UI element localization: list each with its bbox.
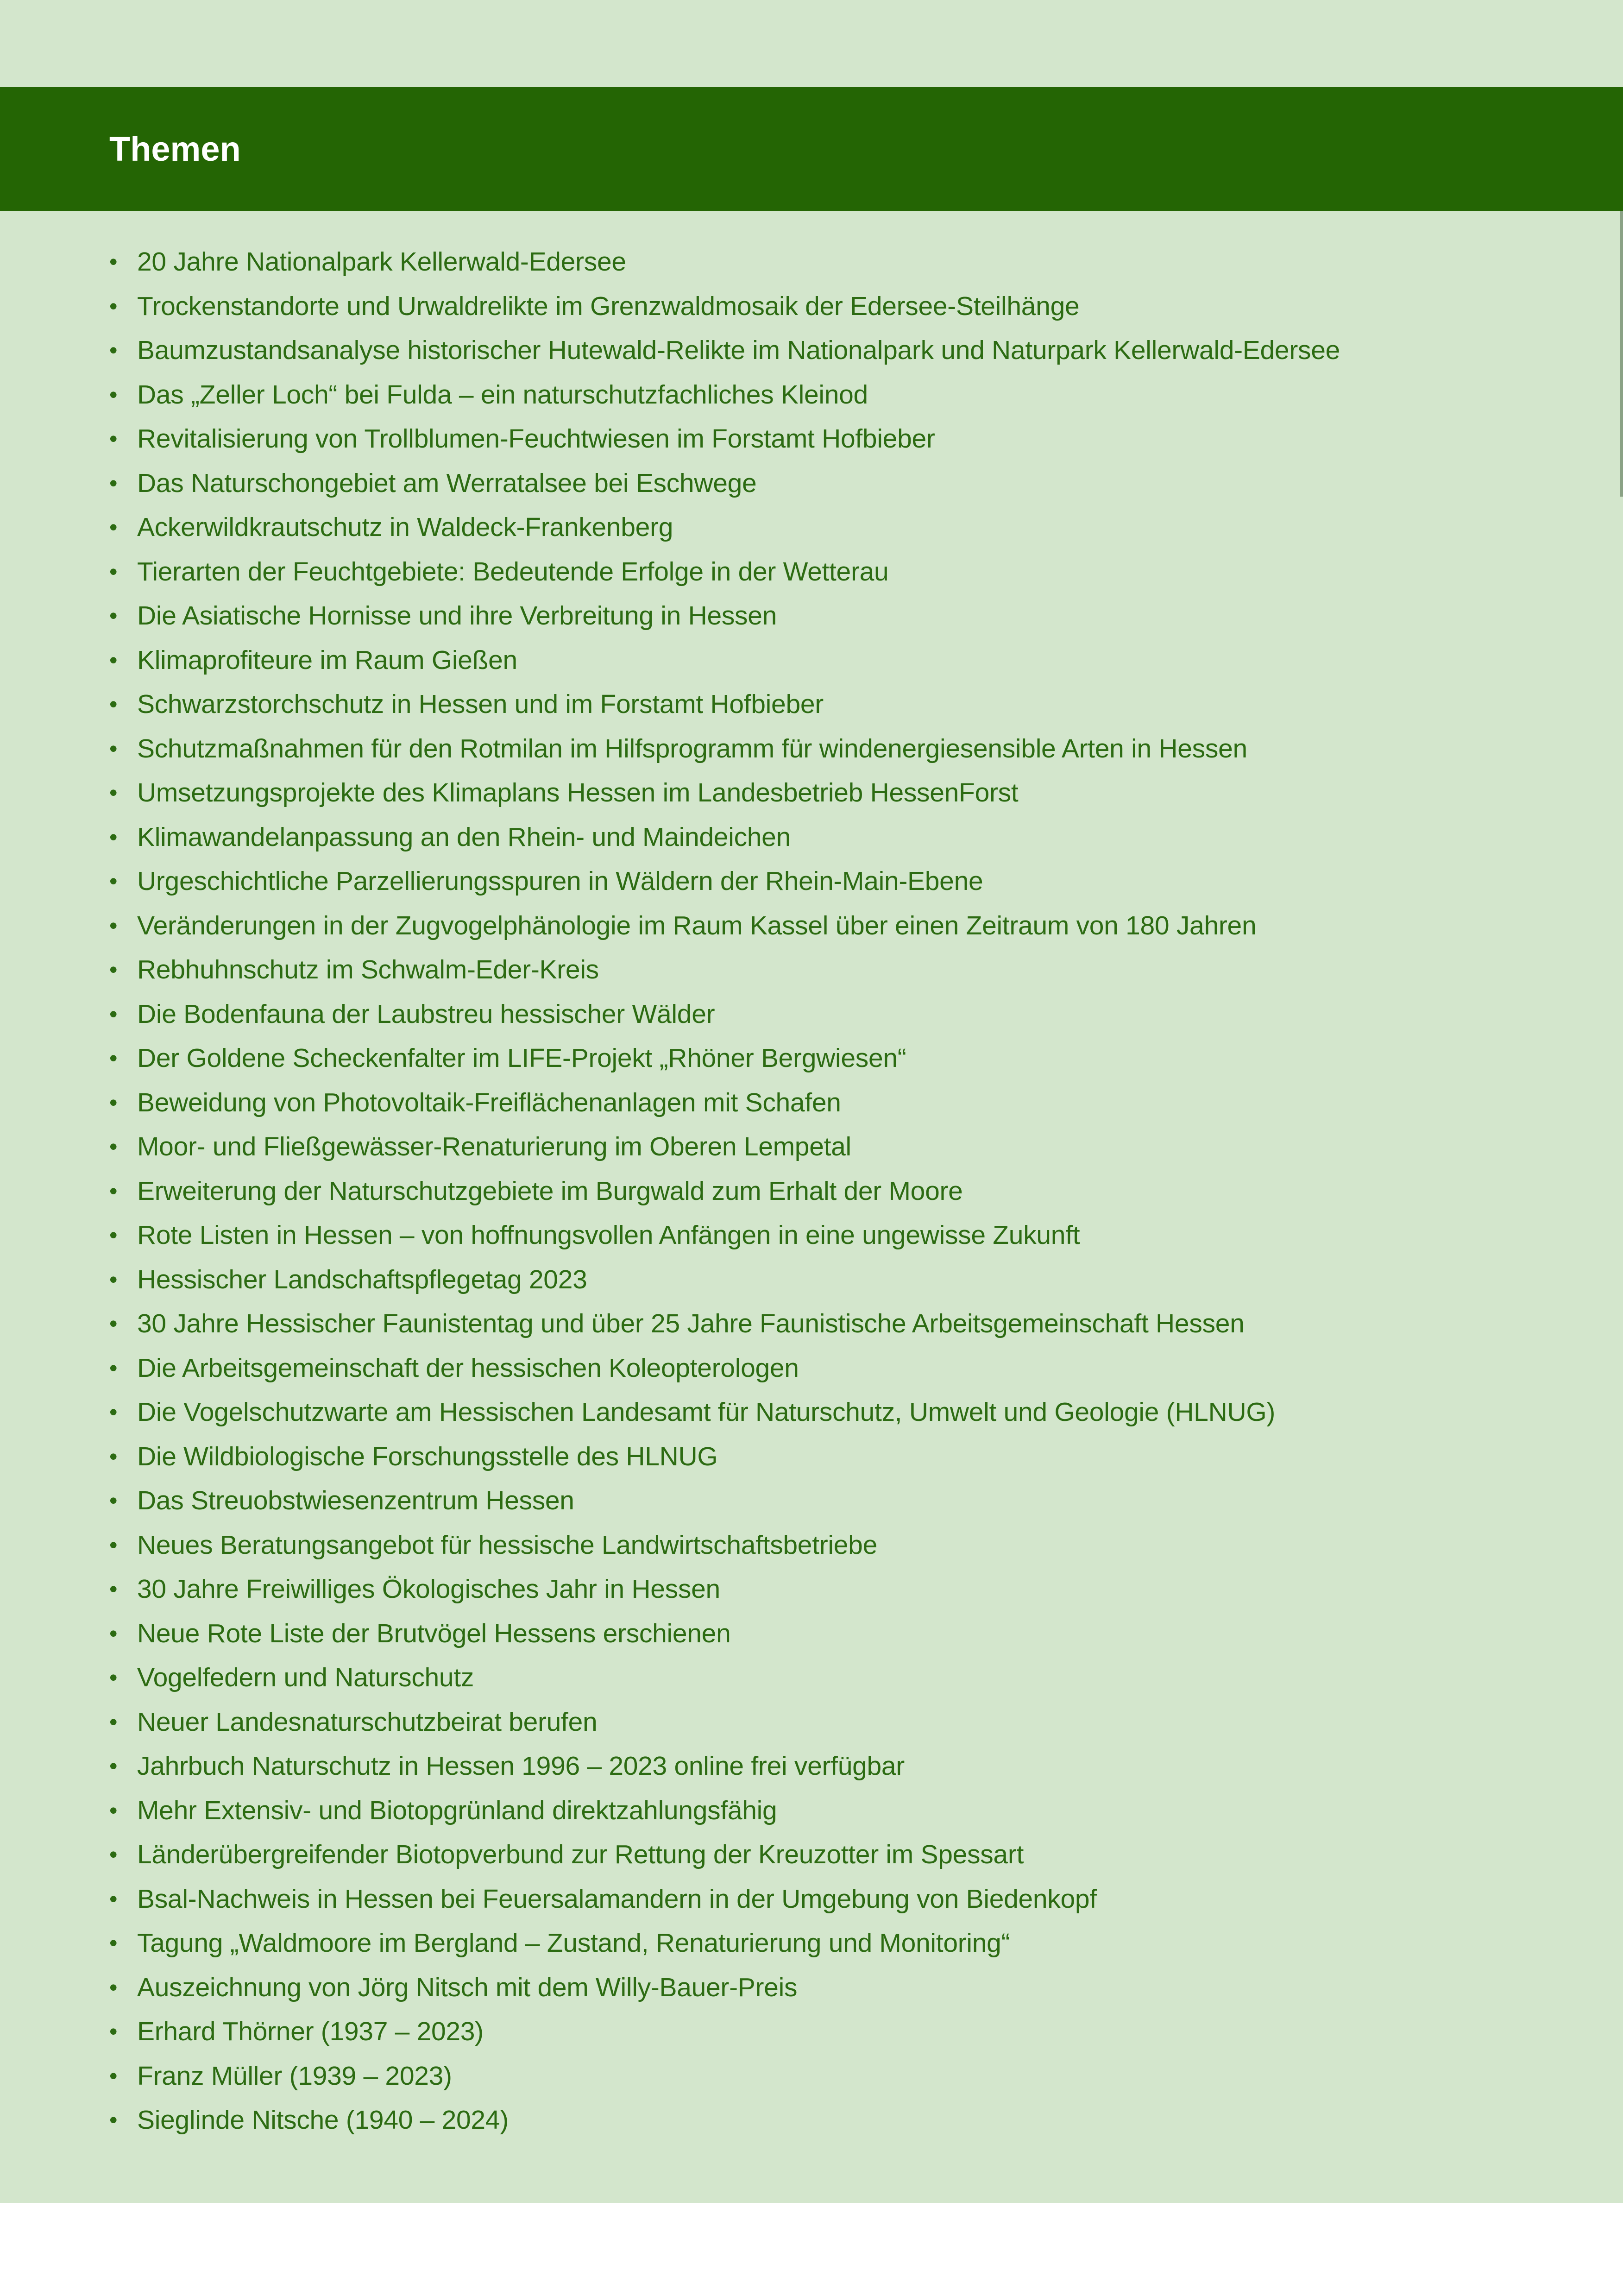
list-item-label: Veränderungen in der Zugvogelphänologie im Raum Kassel über einen Zeitraum von 180 Jahren [137, 910, 1257, 940]
list-item-label: Ackerwildkrautschutz in Waldeck-Frankenberg [137, 512, 673, 542]
bullet-icon: • [109, 426, 118, 452]
bullet-icon: • [109, 1709, 118, 1735]
bullet-icon: • [109, 337, 118, 363]
list-item-label: Jahrbuch Naturschutz in Hessen 1996 – 2023 online frei verfügbar [137, 1751, 905, 1781]
bullet-icon: • [109, 2063, 118, 2089]
bullet-icon: • [109, 1134, 118, 1160]
list-item-label: Mehr Extensiv- und Biotopgrünland direktzahlungsfähig [137, 1795, 777, 1825]
list-item-label: Baumzustandsanalyse historischer Hutewald-Relikte im Nationalpark und Naturpark Kellerwald-Edersee [137, 335, 1340, 365]
bullet-icon: • [109, 1311, 118, 1337]
list-item-label: Neue Rote Liste der Brutvögel Hessens erschienen [137, 1618, 731, 1648]
bullet-icon: • [109, 1797, 118, 1823]
list-item [0, 1789, 1623, 1833]
list-item [0, 505, 1623, 550]
list-item-label: Die Asiatische Hornisse und ihre Verbreitung in Hessen [137, 601, 777, 631]
list-item-label: Umsetzungsprojekte des Klimaplans Hessen im Landesbetrieb HessenForst [137, 778, 1019, 807]
list-item-label: Rebhuhnschutz im Schwalm-Eder-Kreis [137, 955, 599, 984]
list-item [0, 904, 1623, 948]
bullet-icon: • [109, 1488, 118, 1514]
list-item [0, 1258, 1623, 1302]
list-item [0, 1656, 1623, 1700]
list-item-label: Das Streuobstwiesenzentrum Hessen [137, 1486, 574, 1515]
list-item-label: Tierarten der Feuchtgebiete: Bedeutende Erfolge in der Wetterau [137, 556, 889, 587]
bullet-icon: • [109, 1842, 118, 1867]
bullet-icon: • [109, 1222, 118, 1248]
list-item-label: Der Goldene Scheckenfalter im LIFE-Projekt „Rhöner Bergwiesen“ [137, 1043, 906, 1073]
list-item [0, 1612, 1623, 1656]
header-bar [0, 87, 1623, 211]
list-item [0, 2010, 1623, 2054]
bullet-icon: • [109, 293, 118, 319]
list-item-label: Länderübergreifender Biotopverbund zur Rettung der Kreuzotter im Spessart [137, 1840, 1024, 1869]
list-item [0, 550, 1623, 594]
list-item [0, 1169, 1623, 1214]
list-item [0, 1390, 1623, 1435]
list-item [0, 328, 1623, 373]
list-item [0, 1435, 1623, 1479]
list-item-label: Klimaprofiteure im Raum Gießen [137, 645, 517, 675]
list-item-label: Die Arbeitsgemeinschaft der hessischen Koleopterologen [137, 1353, 799, 1383]
list-item [0, 815, 1623, 860]
list-item [0, 1966, 1623, 2010]
bullet-icon: • [109, 2107, 118, 2133]
list-item [0, 1567, 1623, 1612]
list-item-label: 30 Jahre Freiwilliges Ökologisches Jahr in Hessen [137, 1574, 720, 1604]
list-item [0, 859, 1623, 904]
bullet-icon: • [109, 1355, 118, 1381]
bullet-icon: • [109, 249, 118, 275]
list-item [0, 1523, 1623, 1568]
list-item-label: Sieglinde Nitsche (1940 – 2024) [137, 2105, 509, 2135]
list-item [0, 461, 1623, 506]
list-item-label: Schutzmaßnahmen für den Rotmilan im Hilfsprogramm für windenergiesensible Arten in Hessen [137, 733, 1247, 763]
bullet-icon: • [109, 1178, 118, 1204]
bullet-icon: • [109, 1266, 118, 1293]
list-item [0, 1081, 1623, 1125]
list-item [0, 2098, 1623, 2143]
bullet-icon: • [109, 1886, 118, 1912]
bullet-icon: • [109, 1753, 118, 1779]
bullet-icon: • [109, 2018, 118, 2044]
list-item [0, 1877, 1623, 1922]
bullet-icon: • [109, 470, 118, 496]
bullet-icon: • [109, 558, 118, 585]
list-item [0, 1213, 1623, 1258]
list-item-label: Neues Beratungsangebot für hessische Landwirtschaftsbetriebe [137, 1530, 877, 1560]
bullet-icon: • [109, 647, 118, 673]
bullet-icon: • [109, 780, 118, 806]
bullet-icon: • [109, 1532, 118, 1558]
list-item-label: Erhard Thörner (1937 – 2023) [137, 2017, 484, 2046]
list-item [0, 284, 1623, 329]
bullet-icon: • [109, 1665, 118, 1690]
list-item [0, 1479, 1623, 1523]
list-item-label: Auszeichnung von Jörg Nitsch mit dem Willy-Bauer-Preis [137, 1972, 798, 2002]
bullet-icon: • [109, 1045, 118, 1071]
list-item-label: Revitalisierung von Trollblumen-Feuchtwiesen im Forstamt Hofbieber [137, 424, 935, 454]
list-item [0, 682, 1623, 727]
page-title: Themen [109, 130, 241, 168]
list-item-label: Vogelfedern und Naturschutz [137, 1663, 474, 1692]
list-item-label: Franz Müller (1939 – 2023) [137, 2061, 452, 2091]
list-item-label: Die Wildbiologische Forschungsstelle des HLNUG [137, 1441, 718, 1471]
list-item [0, 417, 1623, 461]
bullet-icon: • [109, 381, 118, 408]
list-item [0, 1744, 1623, 1789]
list-item [0, 2054, 1623, 2099]
bullet-icon: • [109, 868, 118, 894]
list-item-label: Die Bodenfauna der Laubstreu hessischer Wälder [137, 999, 715, 1029]
list-item-label: Urgeschichtliche Parzellierungsspuren in Wäldern der Rhein-Main-Ebene [137, 866, 983, 896]
list-item-label: 30 Jahre Hessischer Faunistentag und über 25 Jahre Faunistische Arbeitsgemeinschaft Hessen [137, 1309, 1245, 1338]
list-item [0, 1833, 1623, 1877]
list-item [0, 638, 1623, 683]
list-item-label: Schwarzstorchschutz in Hessen und im Forstamt Hofbieber [137, 689, 824, 719]
list-item [0, 1921, 1623, 1966]
list-item-label: Tagung „Waldmoore im Bergland – Zustand, Renaturierung und Monitoring“ [137, 1928, 1010, 1958]
list-item [0, 594, 1623, 638]
bullet-icon: • [109, 912, 118, 939]
list-item-label: Das „Zeller Loch“ bei Fulda – ein naturschutzfachliches Kleinod [137, 379, 868, 410]
list-item-label: Beweidung von Photovoltaik-Freiflächenanlagen mit Schafen [137, 1087, 841, 1117]
list-item-label: Rote Listen in Hessen – von hoffnungsvollen Anfängen in eine ungewisse Zukunft [137, 1220, 1080, 1250]
list-item-label: Das Naturschongebiet am Werratalsee bei Eschwege [137, 468, 757, 498]
list-item [0, 948, 1623, 992]
list-item-label: Bsal-Nachweis in Hessen bei Feuersalamandern in der Umgebung von Biedenkopf [137, 1884, 1097, 1914]
list-item-label: Klimawandelanpassung an den Rhein- und Maindeichen [137, 822, 791, 852]
list-item [0, 992, 1623, 1037]
bullet-icon: • [109, 735, 118, 762]
list-item [0, 1346, 1623, 1391]
list-item [0, 1700, 1623, 1745]
list-item-label: Moor- und Fließgewässer-Renaturierung im Oberen Lempetal [137, 1132, 851, 1161]
list-item [0, 1125, 1623, 1169]
bullet-icon: • [109, 1443, 118, 1470]
bullet-icon: • [109, 1001, 118, 1027]
bullet-icon: • [109, 1576, 118, 1602]
topic-list [0, 240, 1623, 2143]
list-item [0, 727, 1623, 771]
bullet-icon: • [109, 1974, 118, 2000]
list-item-label: Erweiterung der Naturschutzgebiete im Burgwald zum Erhalt der Moore [137, 1176, 963, 1206]
bullet-icon: • [109, 1089, 118, 1116]
bullet-icon: • [109, 1930, 118, 1956]
list-item [0, 240, 1623, 284]
bullet-icon: • [109, 824, 118, 850]
bullet-icon: • [109, 691, 118, 717]
list-item-label: Hessischer Landschaftspflegetag 2023 [137, 1264, 587, 1294]
list-item-label: Die Vogelschutzwarte am Hessischen Landesamt für Naturschutz, Umwelt und Geologie (HLNUG) [137, 1397, 1276, 1427]
list-item [0, 373, 1623, 417]
list-item-label: Trockenstandorte und Urwaldrelikte im Grenzwaldmosaik der Edersee-Steilhänge [137, 291, 1080, 321]
list-item [0, 1302, 1623, 1346]
bullet-icon: • [109, 1399, 118, 1425]
bullet-icon: • [109, 957, 118, 983]
list-item-label: 20 Jahre Nationalpark Kellerwald-Edersee [137, 247, 626, 277]
list-item [0, 1036, 1623, 1081]
bullet-icon: • [109, 514, 118, 540]
bullet-icon: • [109, 1620, 118, 1646]
bullet-icon: • [109, 603, 118, 629]
list-item [0, 771, 1623, 815]
list-item-label: Neuer Landesnaturschutzbeirat berufen [137, 1707, 598, 1737]
